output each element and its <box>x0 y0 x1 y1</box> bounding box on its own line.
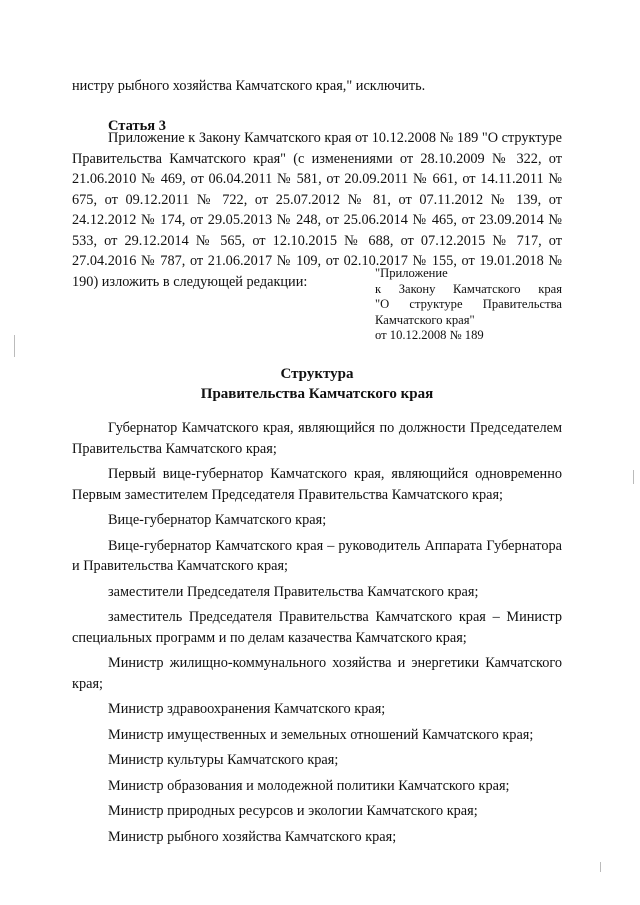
list-item: заместители Председателя Правительства Камчатского края; <box>108 583 479 600</box>
annex-note <box>375 266 562 344</box>
list-item: Губернатор Камчатского края, являющийся по должности Председателем Правительства Камчатского края; <box>72 420 562 457</box>
article-heading: Статья 3 <box>108 118 166 134</box>
annex-line: к Закону Камчатского края <box>375 281 562 296</box>
structure-title-line: Правительства Камчатского края <box>200 386 434 402</box>
annex-line: "Приложение <box>375 266 448 280</box>
list-item: Министр природных ресурсов и экологии Камчатского края; <box>108 803 478 819</box>
list-item: Вице-губернатор Камчатского края – руководитель Аппарата Губернатора и Правительства Камчатского края; <box>72 537 562 574</box>
continuation-line: нистру рыбного хозяйства Камчатского края," исключить. <box>72 78 426 94</box>
list-item: Министр имущественных и земельных отношений Камчатского края; <box>108 726 534 743</box>
article-text: Приложение к Закону Камчатского края от 10.12.2008 № 189 "О структуре Правительства Камчатского края" (с изменениями от 28.10.2009 № 322, от 21.06.2010 № 469, от 06.04.2011 № 581, от 20.09.2011 № 661, от 14.11.2011 № 675, от 09.12.2011 № 722, от 25.07.2012 № 81, от 07.11.2012 № 139, от 24.12.2012 № 174, от 29.05.2013 № 248, от 25.06.2014 № 465, от 23.09.2014 № 533, от 29.12.2014 № 565, от 12.10.2015 № 688, от 07.12.2015 № 717, от 27.04.2016 № 787, от 21.06.2017 № 109, от 02.10.2017 № 155, от 19.01.2018 № 190) изложить в следующей редакции: <box>72 130 562 290</box>
list-item: заместитель Председателя Правительства Камчатского края – Министр специальных программ и по делам казачества Камчатского края; <box>72 609 562 646</box>
scan-mark <box>633 470 634 484</box>
annex-line: от 10.12.2008 № 189 <box>375 328 484 343</box>
list-item: Министр образования и молодежной политики Камчатского края; <box>108 777 510 794</box>
annex-line: Камчатского края" <box>375 312 475 327</box>
annex-line: "О структуре Правительства <box>375 297 562 312</box>
scan-mark <box>14 335 15 357</box>
list-item: Министр рыбного хозяйства Камчатского края; <box>108 828 397 845</box>
list-item: Первый вице-губернатор Камчатского края, являющийся одновременно Первым заместителем Председателя Правительства Камчатского края; <box>72 466 562 503</box>
list-item: Министр жилищно-коммунального хозяйства и энергетики Камчатского края; <box>72 655 562 692</box>
structure-list <box>72 418 562 852</box>
list-item: Министр здравоохранения Камчатского края; <box>108 701 386 717</box>
list-item: Министр культуры Камчатского края; <box>108 752 339 768</box>
scan-mark <box>600 862 601 872</box>
list-item: Вице-губернатор Камчатского края; <box>108 512 327 528</box>
structure-title <box>72 364 562 404</box>
structure-title-line: Структура <box>280 366 354 382</box>
